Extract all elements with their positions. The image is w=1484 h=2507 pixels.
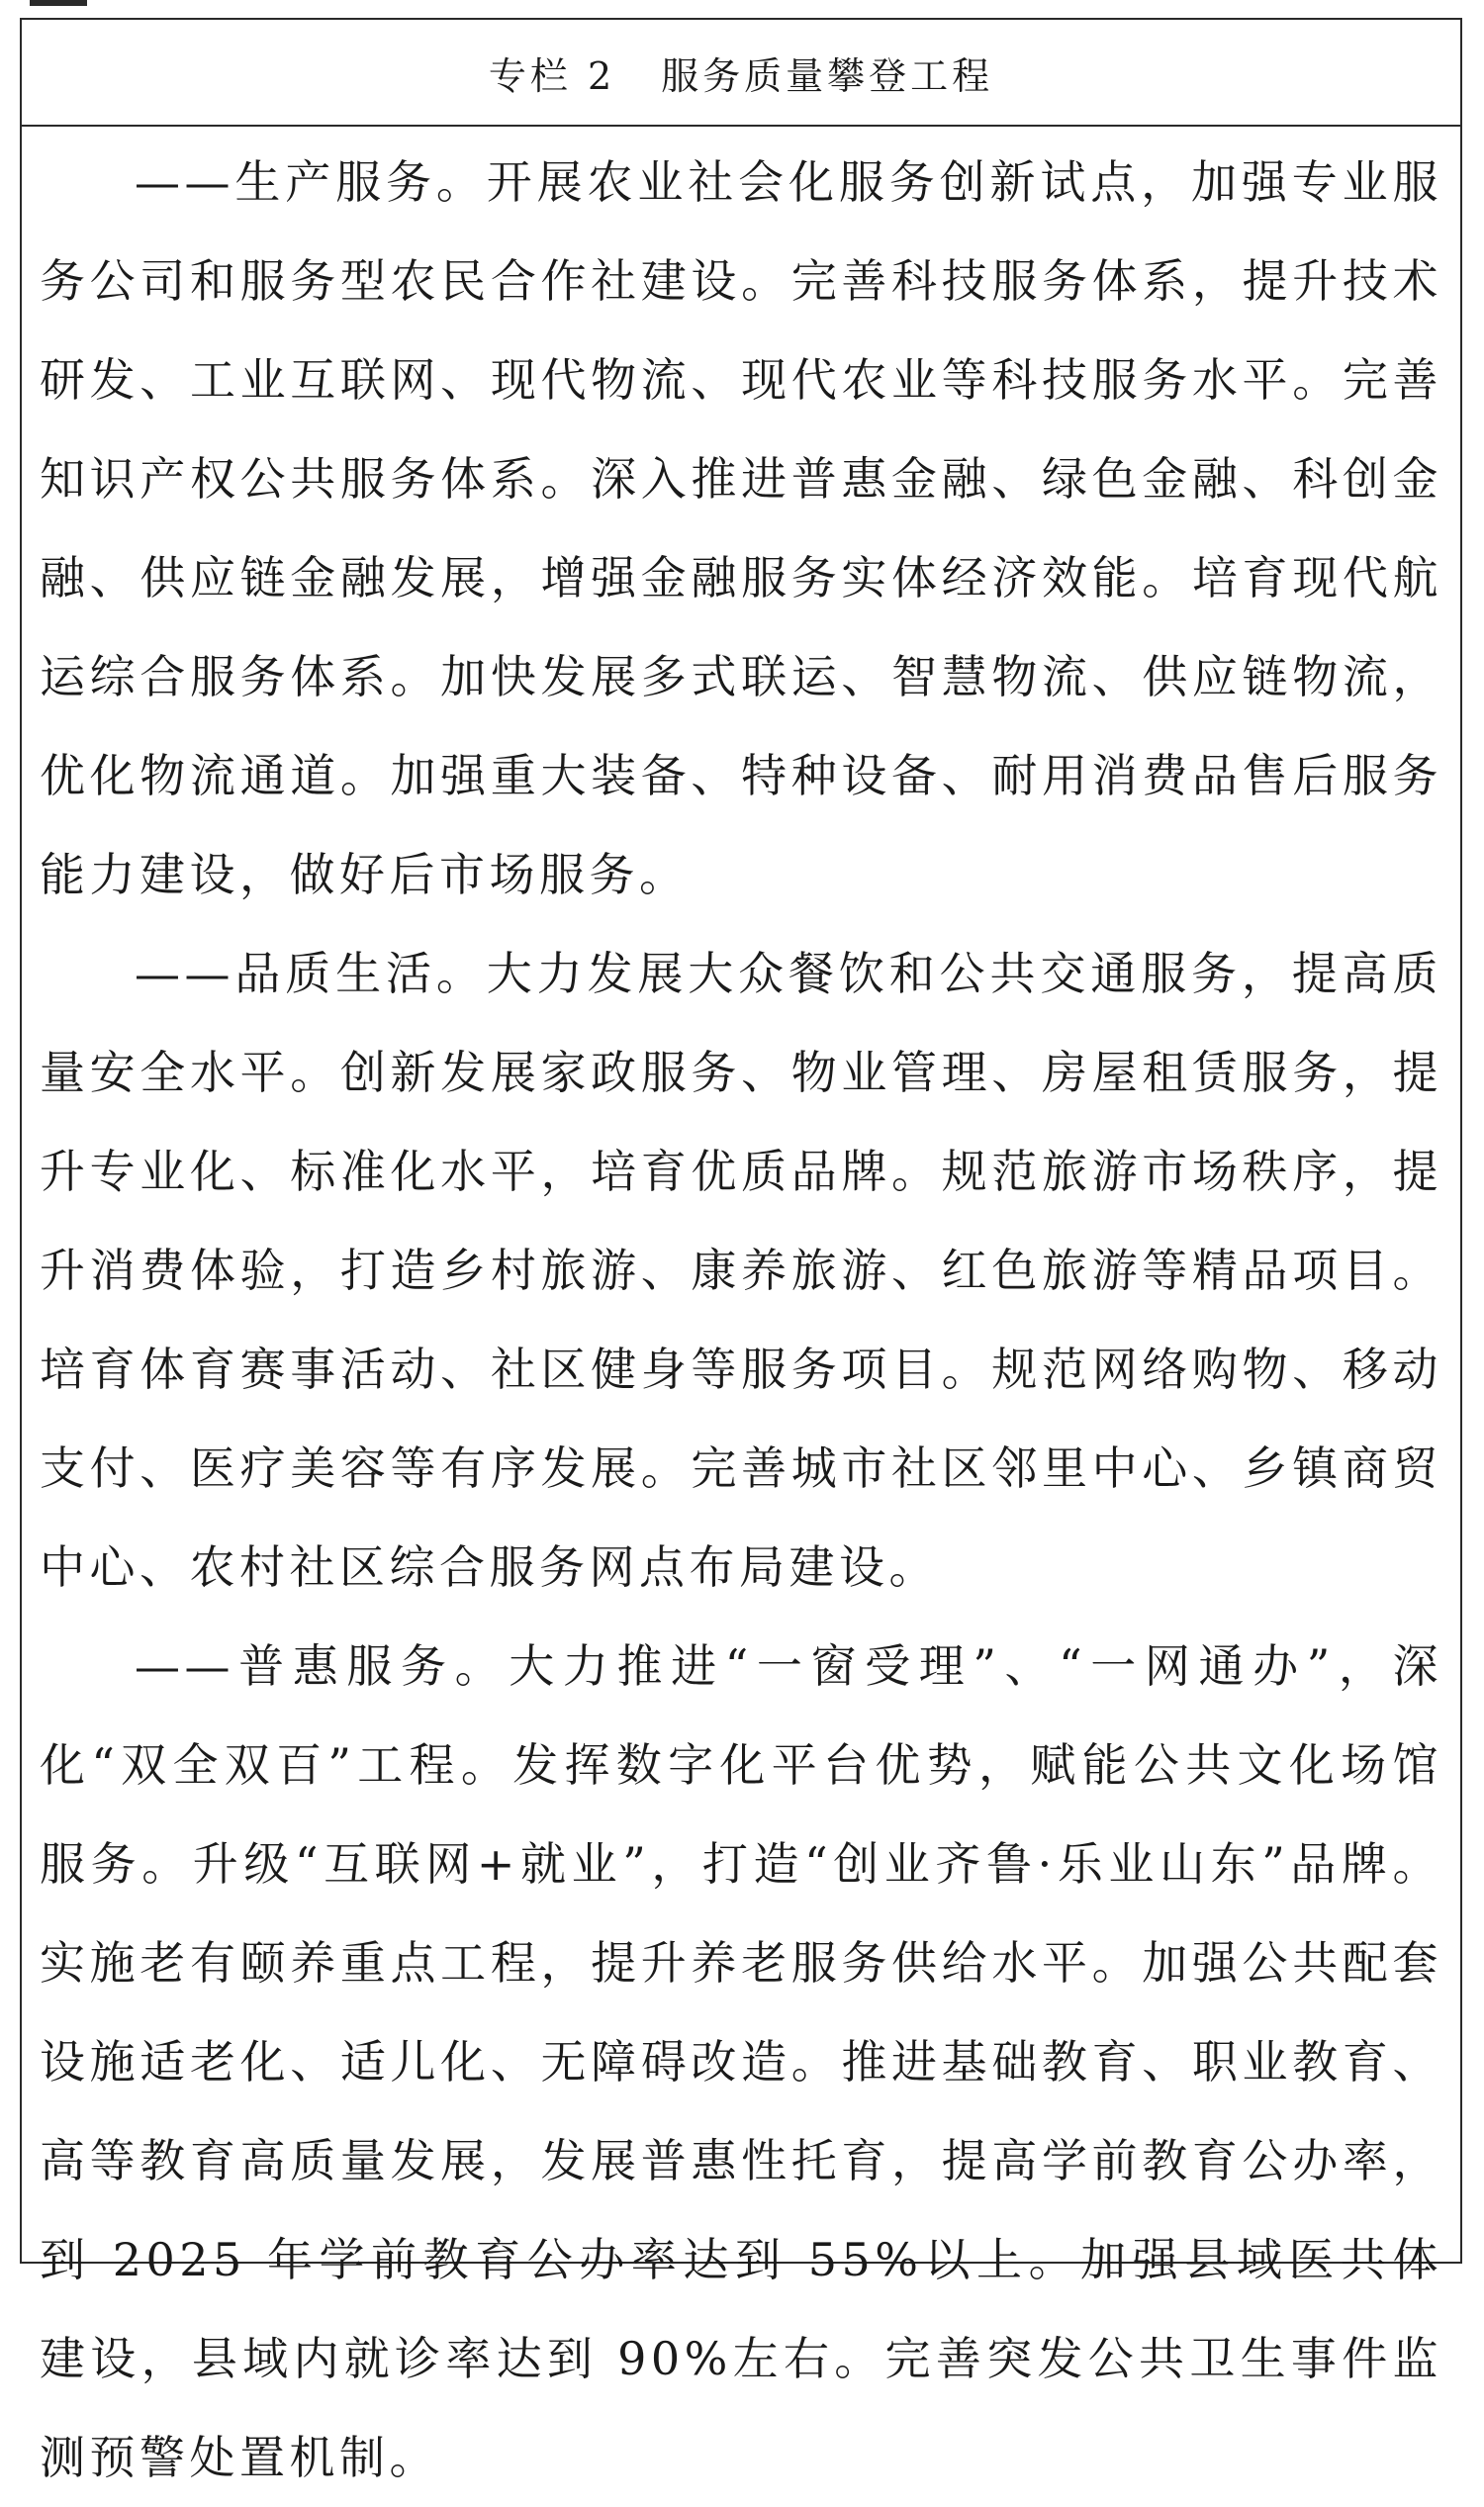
column-label: 专栏 2 (488, 53, 616, 98)
column-body (22, 127, 1460, 2507)
column-box (20, 18, 1462, 2484)
paragraph-quality-life: ——品质生活。大力发展大众餐饮和公共交通服务，提高质量安全水平。创新发展家政服务、物业管理、房屋租赁服务，提升专业化、标准化水平，培育优质品牌。规范旅游市场秩序，提升消费体验，打造乡村旅游、康养旅游、红色旅游等精品项目。培育体育赛事活动、社区健身等服务项目。规范网络购物、移动支付、医疗美容等有序发展。完善城市社区邻里中心、乡镇商贸中心、农村社区综合服务网点布局建设。 (40, 947, 1442, 1594)
paragraph-inclusive-services: ——普惠服务。大力推进“一窗受理”、“一网通办”，深化“双全双百”工程。发挥数字化平台优势，赋能公共文化场馆服务。升级“互联网+就业”，打造“创业齐鲁·乐业山东”品牌。实施老有颐养重点工程，提升养老服务供给水平。加强公共配套设施适老化、适儿化、无障碍改造。推进基础教育、职业教育、高等教育高质量发展，发展普惠性托育，提高学前教育公办率，到 2025 年学前教育公办率达到 55%以上。加强县域医共体建设，县域内就诊率达到 90%左右。完善突发公共卫生事件监测预警处置机制。 (40, 1639, 1442, 2484)
column-header (22, 20, 1460, 127)
paragraph-production-services: ——生产服务。开展农业社会化服务创新试点，加强专业服务公司和服务型农民合作社建设。完善科技服务体系，提升技术研发、工业互联网、现代物流、现代农业等科技服务水平。完善知识产权公共服务体系。深入推进普惠金融、绿色金融、科创金融、供应链金融发展，增强金融服务实体经济效能。培育现代航运综合服务体系。加快发展多式联运、智慧物流、供应链物流，优化物流通道。加强重大装备、特种设备、耐用消费品售后服务能力建设，做好后市场服务。 (40, 155, 1442, 901)
column-title: 服务质量攀登工程 (661, 53, 994, 98)
page-edge-mark (30, 0, 87, 6)
